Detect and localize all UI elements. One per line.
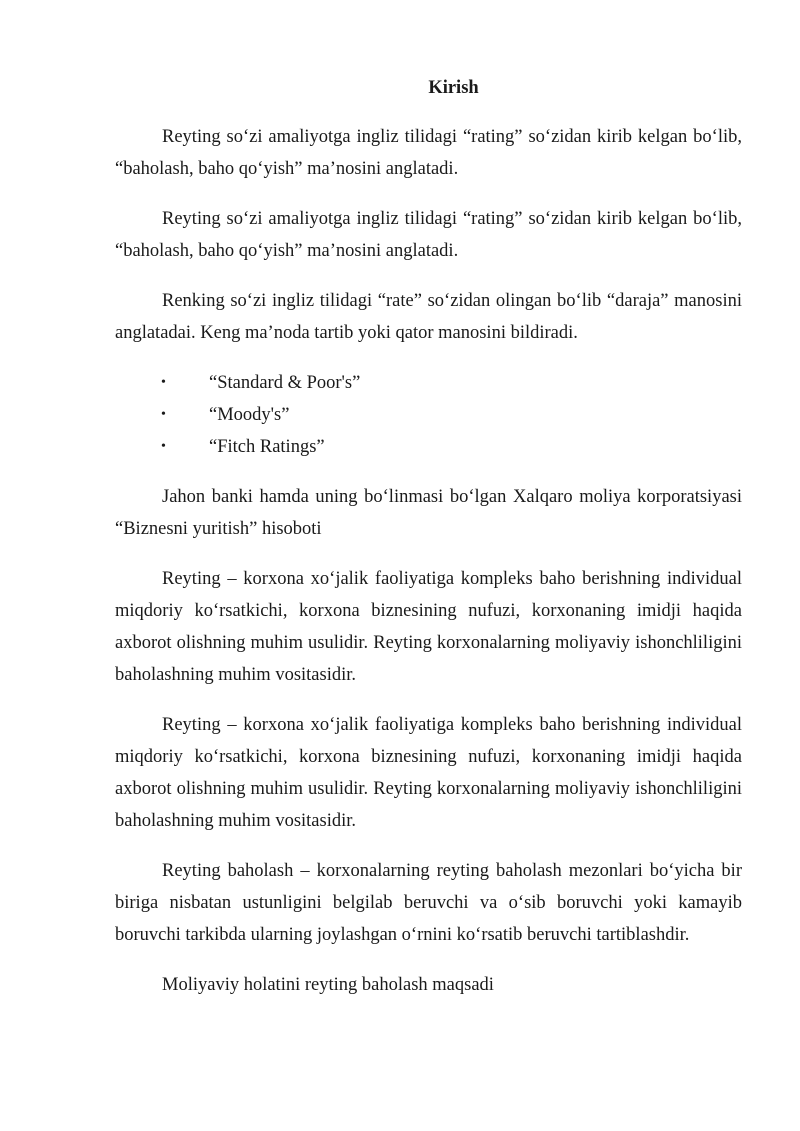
bullet-icon: • xyxy=(161,439,166,454)
list-item-label: “Standard & Poor's” xyxy=(209,373,361,393)
paragraph: Reyting baholash – korxonalarning reyting baholash mezonlari bo‘yicha bir biriga nisbatan ustunligini belgilab beruvchi va o‘sib boruvchi yoki kamayib boruvchi tarkibda ularning joylashgan o‘rnini ko‘rsatib beruvchi tartiblashdir. xyxy=(115,861,742,945)
bullet-icon: • xyxy=(161,375,166,390)
paragraph: Jahon banki hamda uning bo‘linmasi bo‘lgan Xalqaro moliya korporatsiyasi “Biznesni yuritish” hisoboti xyxy=(115,487,742,539)
list-item-label: “Moody's” xyxy=(209,405,290,425)
bullet-icon: • xyxy=(161,407,166,422)
paragraph: Moliyaviy holatini reyting baholash maqsadi xyxy=(162,975,494,995)
page-title: Kirish xyxy=(428,78,479,98)
list-item xyxy=(115,367,742,399)
paragraph: Reyting – korxona xo‘jalik faoliyatiga kompleks baho berishning individual miqdoriy ko‘rsatkichi, korxona biznesining nufuzi, korxonaning imidji haqida axborot olishning muhim usulidir. Reyting korxonalarning moliyaviy ishonchliligini baholashning muhim vositasidir. xyxy=(115,569,742,685)
list-item xyxy=(115,399,742,431)
document-page xyxy=(115,72,742,1019)
paragraph: Reyting so‘zi amaliyotga ingliz tilidagi “rating” so‘zidan kirib kelgan bo‘lib, “baholash, baho qo‘yish” ma’nosini anglatadi. xyxy=(115,209,742,261)
paragraph: Reyting – korxona xo‘jalik faoliyatiga kompleks baho berishning individual miqdoriy ko‘rsatkichi, korxona biznesining nufuzi, korxonaning imidji haqida axborot olishning muhim usulidir. Reyting korxonalarning moliyaviy ishonchliligini baholashning muhim vositasidir. xyxy=(115,715,742,831)
list-item-label: “Fitch Ratings” xyxy=(209,437,325,457)
list-item xyxy=(115,431,742,463)
agency-list xyxy=(115,367,742,463)
paragraph: Reyting so‘zi amaliyotga ingliz tilidagi “rating” so‘zidan kirib kelgan bo‘lib, “baholash, baho qo‘yish” ma’nosini anglatadi. xyxy=(115,127,742,179)
paragraph: Renking so‘zi ingliz tilidagi “rate” so‘zidan olingan bo‘lib “daraja” manosini anglatadai. Keng ma’noda tartib yoki qator manosini bildiradi. xyxy=(115,291,742,343)
